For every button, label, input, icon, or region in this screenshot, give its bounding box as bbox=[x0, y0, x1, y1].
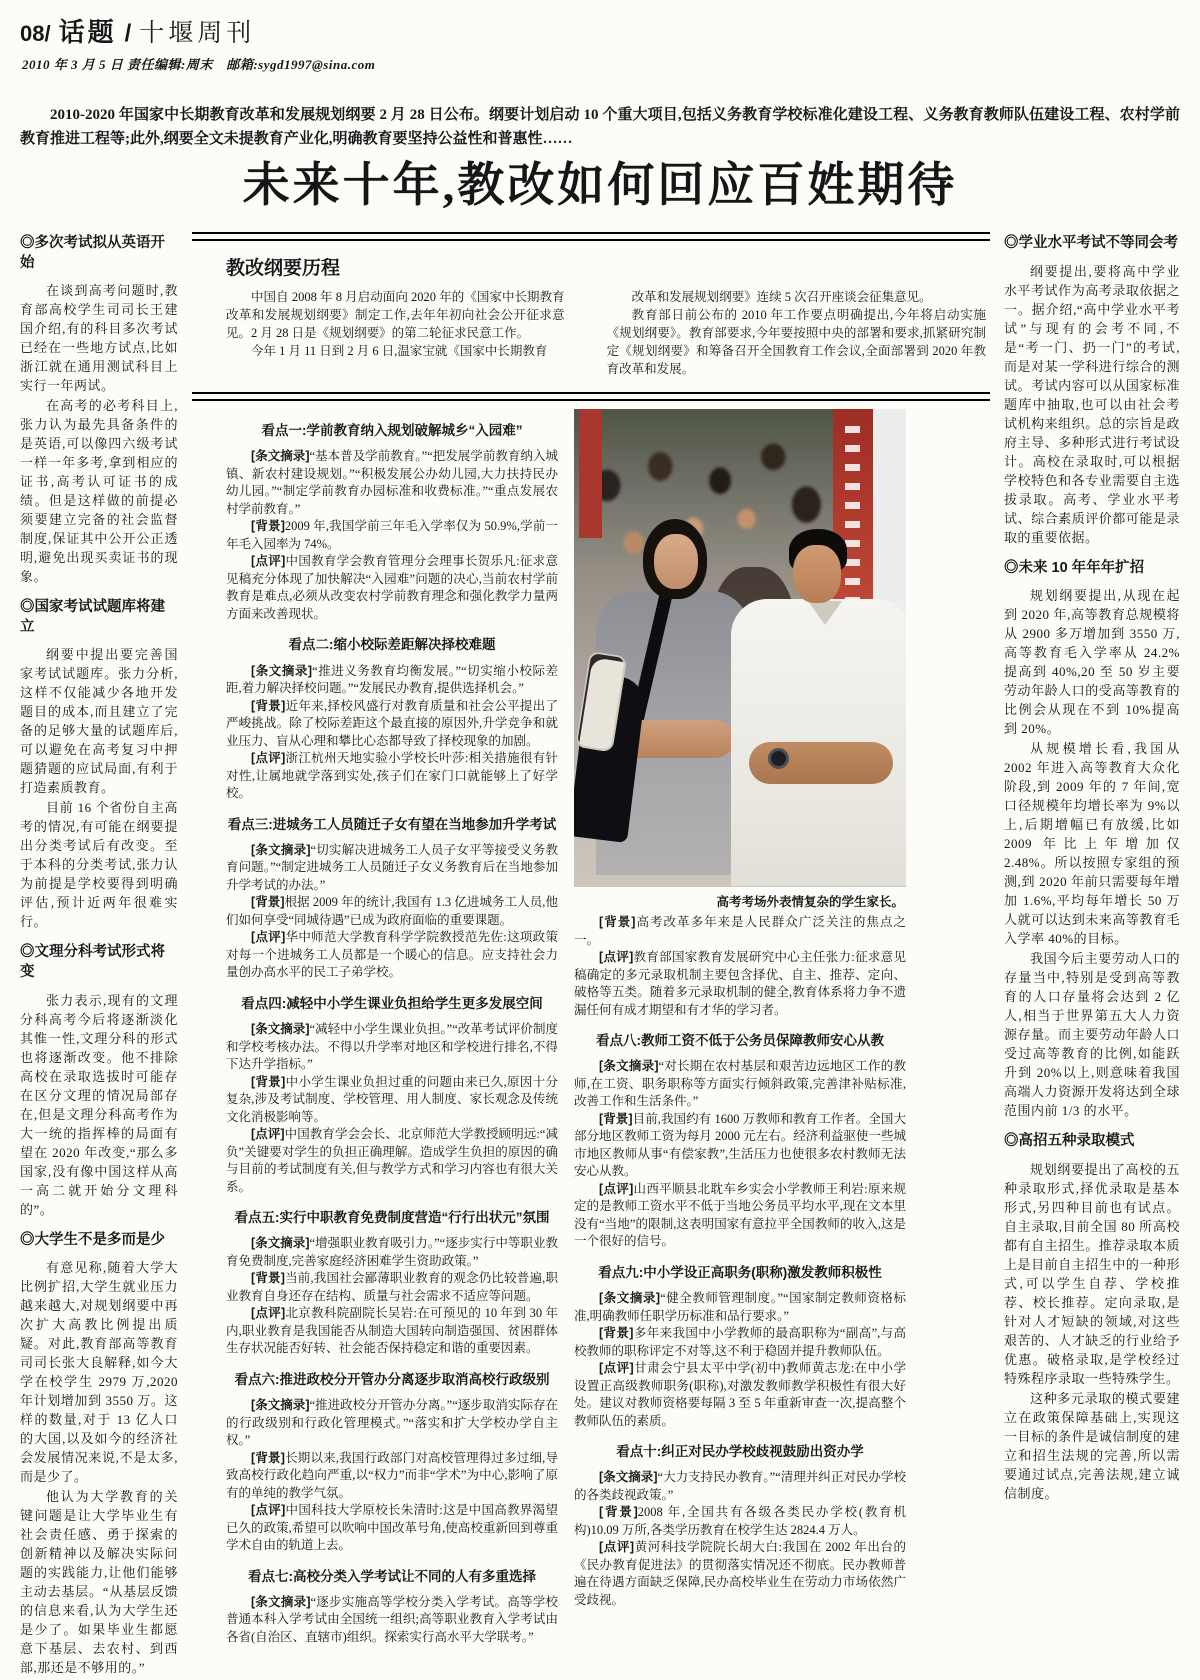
background-text: 多年来我国中小学教师的最高职称为“副高”,与高校教师的职称评定不对等,这不利于稳固并提升教师队伍。 bbox=[574, 1326, 906, 1358]
comment-text: 甘肃会宁县太平中学(初中)教师黄志龙:在中小学设置正高级教师职务(职称),对激发教师教学积极性有很大好处。建议对教师资格要每隔 3 至 5 年重新审查一次,提高整个教师队伍的素质。 bbox=[574, 1361, 906, 1428]
mother-face bbox=[654, 534, 698, 589]
page-header bbox=[20, 12, 1180, 73]
background-item bbox=[574, 1111, 906, 1181]
body-paragraph: 有意见称,随着大学大比例扩招,大学生就业压力越来越大,对规划纲要中再次扩大高教比例提出质疑。对此,教育部高等教育司司长张大良解释,如今大学在校学生 2979 万,2020 年计划增加到 3550 万。这样的数量,对于 13 亿人口的大国,以及如今的经济社会发展情况来说,不是太多,而是少了。 bbox=[20, 1260, 178, 1485]
comment-text: 中国科技大学原校长朱清时:这是中国高教界渴望已久的政策,希望可以吹响中国改革号角,使高校重新回到尊重学术自由的轨道上去。 bbox=[226, 1503, 558, 1553]
timeline-box-columns bbox=[192, 288, 990, 392]
box-top-rule bbox=[192, 232, 990, 241]
background-item bbox=[574, 1325, 906, 1360]
kandian-section-5 bbox=[226, 1209, 558, 1358]
body-paragraph: 张力表示,现有的文理分科高考今后将逐渐淡化其惟一性,文理分科的形式也将逐渐改变。他不排除高校在录取选拔时可能存在区分文理的情况局部存在,但是文理分科高考作为大一统的指挥棒的局面有望在 2020 年改变,“那么多国家,没有像中国这样从高一高二就开始分文理科的”。 bbox=[20, 992, 178, 1217]
background-text: 中小学生课业负担过重的问题由来已久,原因十分复杂,涉及考试制度、学校管理、用人制度、家长观念及传统文化消极影响等。 bbox=[226, 1074, 558, 1124]
excerpt-text: “切实解决进城务工人员子女平等接受义务教育问题。”“制定进城务工人员随迁子女义务教育后在当地参加升学考试的办法。” bbox=[226, 842, 558, 892]
excerpt-item bbox=[574, 1058, 906, 1111]
excerpt-text: “逐步实施高等学校分类入学考试。高等学校普通本科入学考试由全国统一组织;高等职业教育入学考试由各省(自治区、直辖市)组织。探索实行高水平大学联考。” bbox=[226, 1594, 558, 1644]
excerpt-text: “基本普及学前教育。”“把发展学前教育纳入城镇、新农村建设规划。”“积极发展公办幼儿园,大力扶持民办幼儿园。”“制定学前教育办园标准和收费标准。”“重点发展农村学前教育。” bbox=[226, 449, 558, 516]
father-wristwatch bbox=[768, 748, 789, 769]
excerpt-item bbox=[226, 1594, 558, 1647]
excerpt-item bbox=[226, 1397, 558, 1450]
kandian-section-3 bbox=[226, 816, 558, 982]
excerpt-item bbox=[226, 448, 558, 518]
background-item bbox=[226, 1270, 558, 1305]
main-headline: 未来十年,教改如何回应百姓期待 bbox=[242, 159, 958, 212]
comment-text: 中国教育学会教育管理分会理事长贺乐凡:征求意见稿充分体现了加快解决“入园难”问题的决心,当前农村学前教育是难点,必须从改变农村学前教育理念和强化教学力量两方面来改善现状。 bbox=[226, 554, 558, 621]
background-label: [背景] bbox=[251, 895, 285, 910]
excerpt-item bbox=[226, 1235, 558, 1270]
comment-item bbox=[226, 929, 558, 982]
masthead-separator: / bbox=[124, 20, 132, 47]
excerpt-item bbox=[226, 663, 558, 698]
photo-father-figure bbox=[727, 529, 906, 888]
left-column bbox=[20, 232, 178, 1678]
comment-item bbox=[574, 1360, 906, 1430]
comment-label: [点评] bbox=[599, 950, 634, 965]
dateline: 2010 年 3 月 5 日 责任编辑:周末 邮箱:sygd1997@sina.com bbox=[22, 57, 376, 72]
timeline-box-col-2 bbox=[607, 288, 986, 378]
comment-item bbox=[226, 1126, 558, 1196]
kandian-heading: 看点六:推进政校分开管办分离逐步取消高校行政级别 bbox=[234, 1371, 550, 1387]
section-name: 话题 bbox=[58, 17, 117, 47]
background-label: [背景] bbox=[251, 1074, 286, 1089]
body-paragraph: 纲要中提出要完善国家考试试题库。张力分析,这样不仅能减少各地开发题目的成本,而且建立了完备的足够大量的试题库后,可以避免在高考复习中押题猜题的应试局面,有利于打造素质教育。 bbox=[20, 647, 178, 796]
news-photo bbox=[574, 409, 906, 887]
body-paragraph: 从规模增长看,我国从 2002 年进入高等教育大众化阶段,到 2009 年的 7 年间,宽口径规模年均增长率为 9%以上,后期增幅已有放缓,比如 2009 年比上年增加仅 2.48%。所以按照专家组的预测,到 2020 年前只需要每年增加 1.6%,平均每年增长 50 万人就可以达到未来高等教育毛入学率 40%的目标。 bbox=[1004, 741, 1180, 947]
background-text: 近年来,择校风盛行对教育质量和社会公平提出了严峻挑战。除了校际差距这个最直接的原因外,升学竞争和就业压力、盲从心理和攀比心态都导致了择校现象的加剧。 bbox=[226, 698, 558, 748]
background-text: 长期以来,我国行政部门对高校管理得过多过细,导致高校行政化趋向严重,以“权力”而非“学术”为中心,影响了原有的单纯的教学气氛。 bbox=[226, 1450, 558, 1500]
background-label: [背景] bbox=[599, 1111, 633, 1126]
comment-label: [点评] bbox=[251, 1503, 286, 1518]
left-section-title-1: ◎多次考试拟从英语开始 bbox=[20, 235, 165, 271]
excerpt-label: [条文摘录] bbox=[251, 842, 311, 857]
background-item bbox=[226, 894, 558, 929]
background-label: [背景] bbox=[251, 1450, 285, 1465]
right-section-title-1: ◎学业水平考试不等同会考 bbox=[1004, 235, 1178, 252]
kandian-heading: 看点二:缩小校际差距解决择校难题 bbox=[288, 637, 496, 653]
kandian-section-10 bbox=[574, 1443, 906, 1609]
right-section-title-2: ◎未来 10 年年年扩招 bbox=[1004, 559, 1145, 576]
background-label: [背景] bbox=[251, 698, 286, 713]
comment-text: 华中师范大学教育科学学院教授范先佐:这项政策对每一个进城务工人员都是一个暖心的信息。应支持社会力量创办高水平的民工子弟学校。 bbox=[226, 930, 558, 980]
comment-label: [点评] bbox=[251, 1127, 285, 1142]
background-text: 2009 年,我国学前三年毛入学率仅为 50.9%,学前一年毛入园率为 74%。 bbox=[226, 519, 558, 551]
kandian-section-1 bbox=[226, 422, 558, 623]
masthead bbox=[20, 12, 1180, 49]
comment-text: 黄河科技学院院长胡大白:我国在 2002 年出台的《民办教育促进法》的贯彻落实情况还不彻底。民办教师普遍在待遇方面缺乏保障,民办高校毕业生在劳动力市场依然广受歧视。 bbox=[574, 1540, 906, 1607]
excerpt-text: “推进义务教育均衡发展。”“切实缩小校际差距,着力解决择校问题。”“发展民办教育,提供选择机会。” bbox=[226, 663, 558, 696]
excerpt-label: [条文摘录] bbox=[599, 1470, 658, 1485]
excerpt-item bbox=[574, 1469, 906, 1504]
comment-item bbox=[574, 1181, 906, 1251]
kandian-heading: 看点十:纠正对民办学校歧视鼓励出资办学 bbox=[616, 1444, 864, 1460]
body-paragraph: 在高考的必考科目上,张力认为最先具备条件的是英语,可以像四六级考试一样一年多考,拿到相应的证书,高考认可证书的成绩。但是这样做的前提必须要建立完备的社会监督制度,保证其中公开公正透明,避免出现买卖证书的现象。 bbox=[20, 398, 178, 585]
background-item bbox=[574, 914, 906, 949]
excerpt-text: “增强职业教育吸引力。”“逐步实行中等职业教育免费制度,完善家庭经济困难学生资助政策。” bbox=[226, 1236, 558, 1268]
kandian-section-2 bbox=[226, 636, 558, 802]
comment-item bbox=[226, 1502, 558, 1555]
kandian-section-7 bbox=[226, 1568, 558, 1647]
background-item bbox=[574, 1504, 906, 1539]
middle-area bbox=[192, 232, 990, 1678]
feature-columns bbox=[192, 409, 990, 1646]
kandian-heading: 看点四:减轻中小学生课业负担给学生更多发展空间 bbox=[241, 995, 543, 1011]
body-paragraph: 改革和发展规划纲要》连续 5 次召开座谈会征集意见。 bbox=[631, 290, 932, 305]
comment-item bbox=[226, 1305, 558, 1358]
background-label: [背景] bbox=[599, 915, 636, 930]
excerpt-label: [条文摘录] bbox=[251, 1236, 310, 1251]
comment-item bbox=[574, 1539, 906, 1609]
excerpt-item bbox=[574, 1290, 906, 1325]
comment-item bbox=[574, 949, 906, 1019]
body-paragraph: 他认为大学教育的关键问题是让大学毕业生有社会责任感、勇于探索的创新精神以及解决实际问题的实践能力,让他们能够主动去基层。“从基层反馈的信息来看,认为大学生还是少了。如果毕业生都愿意下基层、去农村、到西部,那还是不够用的。” bbox=[20, 1489, 178, 1676]
comment-text: 中国教育学会会长、北京师范大学教授顾明远:“减负”关键要对学生的负担正确理解。造成学生负担的原因的确与目前的考试制度有关,但与教学方式和学习内容也有很大关系。 bbox=[226, 1127, 558, 1194]
comment-label: [点评] bbox=[251, 554, 286, 569]
kandian-heading: 看点七:高校分类入学考试让不同的人有多重选择 bbox=[248, 1568, 536, 1584]
comment-label: [点评] bbox=[599, 1540, 635, 1555]
background-text: 高考改革多年来是人民群众广泛关注的焦点之一。 bbox=[574, 915, 906, 947]
excerpt-label: [条文摘录] bbox=[251, 449, 310, 464]
headline-block bbox=[20, 103, 1180, 212]
background-item bbox=[226, 1074, 558, 1127]
excerpt-label: [条文摘录] bbox=[251, 663, 313, 678]
excerpt-label: [条文摘录] bbox=[251, 1398, 310, 1413]
kandian-section-9 bbox=[574, 1264, 906, 1430]
body-paragraph: 教育部日前公布的 2010 年工作要点明确提出,今年将启动实施《规划纲要》。教育部要求,今年要按照中央的部署和要求,抓紧研究制定《规划纲要》和筹备召开全国教育工作会议,全面部署到 2020 年教育改革和发展。 bbox=[606, 308, 986, 377]
excerpt-label: [条文摘录] bbox=[599, 1291, 661, 1306]
background-text: 目前,我国约有 1600 万教师和教育工作者。全国大部分地区教师工资为每月 2000 元左右。经济利益驱使一些城市地区教师从事“有偿家教”,生活压力也使很多农村教师无法安心从教。 bbox=[574, 1111, 906, 1179]
page-body bbox=[20, 232, 1180, 1678]
body-paragraph: 这种多元录取的模式要建立在政策保障基础上,实现这一目标的条件是诚信制度的建立和招生法规的完善,所以需要通过试点,完善法规,建立诚信制度。 bbox=[1004, 1390, 1180, 1501]
father-collar bbox=[808, 601, 842, 625]
body-paragraph: 规划纲要提出,从现在起到 2020 年,高等教育总规模将从 2900 多万增加到 3550 万,高等教育毛入学率从 24.2% 提高到 40%,20 至 50 岁主要劳动年龄人口的受高等教育的比例会从现在不到 10%提高到 20%。 bbox=[1004, 588, 1180, 737]
comment-label: [点评] bbox=[251, 751, 286, 766]
timeline-box bbox=[192, 232, 990, 401]
lead-paragraph: 2010-2020 年国家中长期教育改革和发展规划纲要 2 月 28 日公布。纲要计划启动 10 个重大项目,包括义务教育学校标准化建设工程、义务教育教师队伍建设工程、农村学前教育推进工程等;此外,纲要全文未提教育产业化,明确教育要坚持公益性和普惠性…… bbox=[20, 107, 1180, 148]
kandian-section-4 bbox=[226, 995, 558, 1196]
kandian-heading: 看点八:教师工资不低于公务员保障教师安心从教 bbox=[596, 1033, 884, 1049]
left-section-title-2: ◎国家考试试题库将建立 bbox=[20, 599, 165, 635]
background-label: [背景] bbox=[251, 519, 285, 534]
comment-text: 浙江杭州天地实验小学校长叶莎:相关措施很有针对性,让属地就学落到实处,孩子们在家门口就能够上了好学校。 bbox=[226, 751, 558, 801]
timeline-box-col-1 bbox=[226, 288, 565, 378]
body-paragraph: 我国今后主要劳动人口的存量当中,特别是受到高等教育的人口存量将会达到 2 亿人,相当于世界第五大人力资源存量。而主要劳动年龄人口受过高等教育的比例,如能跃升到 20%以上,则意味着我国高端人力资源开发将达到全球范围内前 1/3 的水平。 bbox=[1004, 951, 1180, 1119]
body-paragraph: 在谈到高考问题时,教育部高校学生司司长王建国介绍,有的科目多次考试已经在一些地方试点,比如浙江就在通用测试科目上实行一年两试。 bbox=[20, 283, 178, 394]
excerpt-item bbox=[226, 1021, 558, 1074]
excerpt-text: “大力支持民办教育。”“清理并纠正对民办学校的各类歧视政策。” bbox=[574, 1470, 906, 1502]
page-number: 08/ bbox=[20, 21, 51, 46]
body-paragraph: 今年 1 月 11 日到 2 月 6 日,温家宝就《国家中长期教育 bbox=[251, 344, 548, 359]
left-section-title-3: ◎文理分科考试形式将变 bbox=[20, 944, 165, 981]
father-face bbox=[793, 545, 841, 603]
timeline-box-title: 教改纲要历程 bbox=[226, 258, 341, 280]
comment-label: [点评] bbox=[251, 1306, 286, 1321]
excerpt-text: “推进政校分开管办分离。”“逐步取消实际存在的行政级别和行政化管理模式。”“落实和扩大学校办学自主权。” bbox=[226, 1398, 558, 1448]
comment-text: 山西平顺县北耽车乡实会小学教师王利岩:原来规定的是教师工资水平不低于当地公务员平均水平,现在文本里没有“当地”的限制,这表明国家有意拉平全国教师的收入,这是一个很好的信号。 bbox=[574, 1181, 906, 1249]
background-text: 当前,我国社会鄙薄职业教育的观念仍比较普遍,职业教育自身还存在结构、质量与社会需求不适应等问题。 bbox=[226, 1271, 558, 1303]
kandian-heading: 看点五:实行中职教育免费制度营造“行行出状元”氛围 bbox=[234, 1210, 550, 1226]
comment-text: 教育部国家教育发展研究中心主任张力:征求意见稿确定的多元录取机制主要包含择优、自主、推荐、定向、破格等五类。随着多元录取机制的健全,教育体系将力争不遗漏任何有成才期望和有才华的学习者。 bbox=[574, 950, 906, 1017]
excerpt-text: “减轻中小学生课业负担。”“改革考试评价制度和学校考核办法。不得以升学率对地区和学校进行排名,不得下达升学指标。” bbox=[226, 1022, 558, 1072]
left-section-title-4: ◎大学生不是多而是少 bbox=[20, 1231, 165, 1248]
background-item bbox=[226, 698, 558, 751]
excerpt-label: [条文摘录] bbox=[251, 1022, 310, 1037]
excerpt-label: [条文摘录] bbox=[599, 1059, 659, 1074]
comment-text: 北京教科院副院长吴岩:在可预见的 10 年到 30 年内,职业教育是我国能否从制造大国转向制造强国、贫困群体生存状况能否好转、社会能否保持稳定和谐的重要因素。 bbox=[226, 1306, 558, 1356]
kandian-heading: 看点三:进城务工人员随迁子女有望在当地参加升学考试 bbox=[227, 816, 557, 832]
background-text: 根据 2009 年的统计,我国有 1.3 亿进城务工人员,他们如何享受“同城待遇”已成为政府面临的重要课题。 bbox=[226, 895, 558, 927]
background-text: 2008 年,全国共有各级各类民办学校(教育机构)10.09 万所,各类学历教育在校学生达 2824.4 万人。 bbox=[574, 1505, 906, 1537]
background-item bbox=[226, 1450, 558, 1503]
comment-item bbox=[226, 750, 558, 803]
publication-name: 十堰周刊 bbox=[139, 20, 256, 47]
background-label: [背景] bbox=[599, 1505, 638, 1520]
kandian-heading: 看点一:学前教育纳入规划破解城乡“入园难” bbox=[261, 423, 523, 439]
comment-label: [点评] bbox=[599, 1361, 634, 1376]
body-paragraph: 规划纲要提出了高校的五种录取形式,择优录取是基本形式,另四种目前也有试点。自主录取,目前全国 80 所高校都有自主招生。推荐录取本质上是目前自主招生中的一种形式,可以学生自荐、学校推荐、校长推荐。定向录取,是针对人才短缺的领域,对这些艰苦的、人才缺乏的行业给予优惠。破格录取,是学校经过特殊程序录取一些特殊学生。 bbox=[1004, 1161, 1180, 1386]
background-item bbox=[226, 518, 558, 553]
background-label: [背景] bbox=[599, 1326, 634, 1341]
kandian-section-6 bbox=[226, 1371, 558, 1555]
kandian-heading: 看点九:中小学设正高职务(职称)激发教师积极性 bbox=[598, 1264, 882, 1280]
excerpt-item bbox=[226, 842, 558, 895]
body-paragraph: 中国自 2008 年 8 月启动面向 2020 年的《国家中长期教育改革和发展规划纲要》制定工作,去年年初向社会公开征求意见。2 月 28 日是《规划纲要》的第二轮征求民意工作。 bbox=[226, 290, 565, 341]
body-paragraph: 目前 16 个省份自主高考的情况,有可能在纲要提出分类考试后有改变。至于本科的分类考试,张力认为前提是学校要得到明确评估,预计近两年很难实行。 bbox=[20, 800, 178, 930]
box-bottom-rule bbox=[192, 392, 990, 401]
kandian-column-left bbox=[226, 409, 558, 1646]
photo-caption: 高考考场外表情复杂的学生家长。 bbox=[716, 895, 904, 910]
comment-label: [点评] bbox=[251, 930, 286, 945]
excerpt-label: [条文摘录] bbox=[251, 1594, 311, 1609]
comment-label: [点评] bbox=[599, 1181, 634, 1196]
kandian-column-right bbox=[574, 409, 906, 1646]
right-section-title-3: ◎高招五种录取模式 bbox=[1004, 1133, 1135, 1150]
right-column bbox=[1004, 232, 1180, 1678]
excerpt-text: “对长期在农村基层和艰苦边远地区工作的教师,在工资、职务职称等方面实行倾斜政策,完善津补贴标准,改善工作和生活条件。” bbox=[574, 1059, 906, 1109]
excerpt-text: “健全教师管理制度。”“国家制定教师资格标准,明确教师任职学历标准和品行要求。” bbox=[574, 1291, 906, 1323]
background-label: [背景] bbox=[251, 1271, 285, 1286]
kandian-section-8 bbox=[574, 1032, 906, 1251]
body-paragraph: 纲要提出,要将高中学业水平考试作为高考录取依据之一。据介绍,“高中学业水平考试”与现有的会考不同,不是“考一门、扔一门”的考试,而是对某一学科进行综合的测试。考试内容可以从国家标准题库中抽取,也可以由社会考试机构来组织。总的宗旨是政府主导、多种形式进行考试设计。高校在录取时,可以根据学校特色和各专业需要自主选拔录取。高考、学业水平考试、综合素质评价都可能是录取的重要依据。 bbox=[1004, 263, 1180, 545]
comment-item bbox=[226, 553, 558, 623]
